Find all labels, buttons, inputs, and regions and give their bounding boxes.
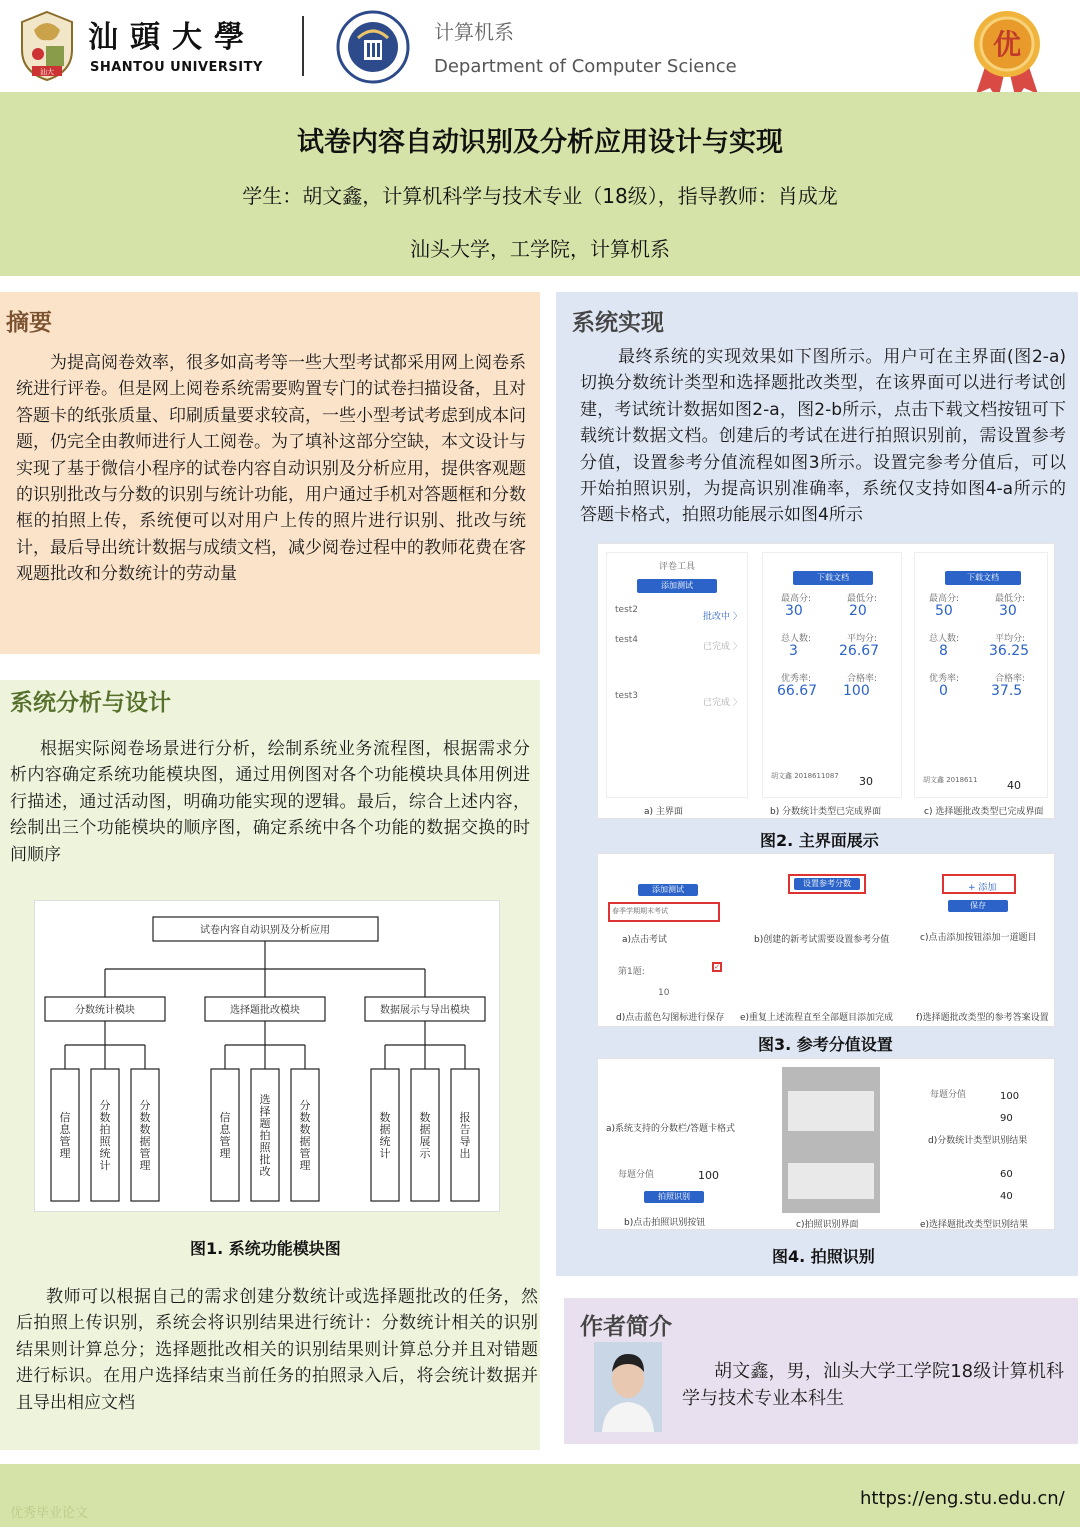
stat-value: 100 (843, 683, 870, 699)
diagram-leaf-label: 拍 (99, 1123, 111, 1136)
test-status: 已完成 〉 (703, 642, 742, 652)
fig3-screenshots (597, 853, 1055, 1027)
diagram-leaf-label: 择 (259, 1105, 271, 1118)
diagram-leaf-label: 管 (299, 1147, 311, 1160)
stat-value: 66.67 (777, 683, 818, 699)
fig2-screenshots (597, 543, 1055, 819)
diagram-leaf-label: 计 (99, 1159, 111, 1172)
stat-value: 26.67 (839, 643, 880, 659)
university-name-cn: 汕頭大學 (88, 20, 256, 55)
diagram-leaf-label: 展 (419, 1135, 431, 1148)
fig4d-value: 90 (1000, 1113, 1013, 1124)
diagram-root-label: 试卷内容自动识别及分析应用 (200, 925, 330, 936)
stat-value: 3 (789, 643, 798, 659)
fig3a-caption: a)点击考试 (622, 935, 668, 945)
fig4c-caption: c)拍照识别界面 (796, 1220, 859, 1230)
diagram-leaf-label: 据 (299, 1135, 311, 1148)
medal-text: 优 (992, 28, 1022, 61)
implementation-text: 最终系统的实现效果如下图所示。用户可在主界面(图2-a)切换分数统计类型和选择题批改类型，在该界面可以进行考试创建，考试统计数据如图2-a，图2-b所示，点击下载文档按钮可下载统计数据文档。创建后的考试在进行拍照识别前，需设置参考分值，设置参考分值流程如图3所示。设置完参考分值后，可以开始拍照识别，为提高识别准确率，系统仅支持如图4-a所示的答题卡格式，拍照功能展示如图4所示 (580, 347, 1066, 526)
diagram-leaf-label: 照 (259, 1141, 271, 1154)
diagram-leaf-label: 理 (219, 1147, 231, 1160)
diagram-leaf-label: 批 (259, 1153, 271, 1166)
diagram-module-label: 数据展示与导出模块 (380, 1005, 470, 1016)
analysis-heading: 系统分析与设计 (10, 690, 171, 716)
fig4-caption: 图4. 拍照识别 (772, 1247, 875, 1266)
diagram-leaf-label: 理 (139, 1159, 151, 1172)
diagram-leaf-label: 计 (379, 1147, 391, 1160)
fig2b-caption: b) 分数统计类型已完成界面 (770, 807, 882, 817)
function-module-diagram (34, 900, 500, 1212)
test-item[interactable]: test2 (615, 605, 639, 615)
stat-label: 总人数: (781, 634, 812, 644)
diagram-leaf-label: 数 (299, 1111, 311, 1124)
diagram-module-label: 分数统计模块 (75, 1005, 135, 1016)
diagram-leaf-label: 数 (139, 1123, 151, 1136)
set-reference-button[interactable]: 设置参考分数 (794, 878, 860, 890)
stat-label: 最高分: (781, 594, 812, 604)
author-heading: 作者简介 (580, 1314, 672, 1340)
diagram-leaf-label: 管 (59, 1135, 71, 1148)
diagram-leaf-label: 管 (219, 1135, 231, 1148)
diagram-leaf-label: 统 (99, 1147, 111, 1160)
diagram-leaf-label: 数 (419, 1111, 431, 1124)
diagram-leaf-label: 数 (379, 1111, 391, 1124)
total-label: 每题分值 (930, 1090, 967, 1100)
diagram-leaf-label: 理 (299, 1159, 311, 1172)
fig2c-phone (914, 552, 1048, 798)
diagram-leaf-label: 数 (139, 1111, 151, 1124)
diagram-leaf-label: 分 (99, 1099, 111, 1112)
fig4e-caption: e)选择题批改类型识别结果 (920, 1220, 1029, 1230)
student-row: 胡文鑫 2018611087 (771, 772, 839, 780)
diagram-leaf-label: 出 (459, 1147, 471, 1160)
camera-preview (782, 1067, 880, 1213)
diagram-leaf-label: 息 (59, 1123, 71, 1136)
poster-affiliation: 汕头大学，工学院，计算机系 (410, 237, 670, 261)
abstract-panel (0, 292, 540, 654)
diagram-module-label: 选择题批改模块 (230, 1005, 300, 1016)
diagram-leaf-label: 信 (59, 1111, 71, 1124)
watermark-text: 优秀毕业论文 (10, 1506, 89, 1521)
fig3c-caption: c)点击添加按钮添加一道题目 (920, 933, 1037, 943)
fig3e-caption: e)重复上述流程直至全部题目添加完成 (740, 1013, 894, 1023)
question-label: 第1题: (618, 967, 645, 977)
fig4d-caption: d)分数统计类型识别结果 (928, 1136, 1028, 1146)
stat-label: 合格率: (847, 674, 878, 684)
diagram-leaf-label: 管 (139, 1147, 151, 1160)
download-button[interactable]: 下载文档 (793, 571, 873, 585)
university-name-en: SHANTOU UNIVERSITY (90, 60, 263, 75)
diagram-leaf-label: 理 (59, 1147, 71, 1160)
poster-title: 试卷内容自动识别及分析应用设计与实现 (297, 127, 783, 158)
diagram-leaf-label: 示 (419, 1147, 431, 1160)
fig2a-caption: a) 主界面 (644, 807, 683, 817)
diagram-leaf-label: 告 (459, 1123, 471, 1136)
footer-url[interactable]: https://eng.stu.edu.cn/ (860, 1488, 1065, 1509)
author-text: 胡文鑫，男，汕头大学工学院18级计算机科学与技术专业本科生 (682, 1361, 1064, 1409)
student-score: 30 (859, 775, 873, 788)
total-label: 每题分值 (618, 1170, 655, 1180)
fig4a-caption: a)系统支持的分数栏/答题卡格式 (606, 1124, 736, 1134)
implementation-heading: 系统实现 (572, 310, 664, 336)
save-button[interactable]: 保存 (948, 900, 1008, 912)
diagram-leaf-label: 分 (139, 1099, 151, 1112)
diagram-leaf-label: 据 (379, 1123, 391, 1136)
department-name-cn: 计算机系 (434, 20, 514, 44)
test-item[interactable]: test4 (615, 635, 639, 645)
stat-value: 50 (935, 603, 953, 619)
stat-label: 平均分: (847, 634, 878, 644)
check-icon[interactable]: ✓ (712, 962, 722, 972)
fig2a-phone (606, 552, 748, 798)
author-photo (594, 1342, 662, 1432)
diagram-leaf-label: 数 (99, 1111, 111, 1124)
fig4d-value: 100 (1000, 1091, 1020, 1102)
department-seal (336, 10, 410, 84)
stat-label: 优秀率: (929, 674, 960, 684)
fig4b-caption: b)点击拍照识别按钮 (624, 1218, 706, 1228)
diagram-leaf-label: 改 (259, 1165, 271, 1178)
fig2b-phone (762, 552, 902, 798)
fig2c-caption: c) 选择题批改类型已完成界面 (924, 807, 1044, 817)
fig4e-value: 60 (1000, 1169, 1013, 1180)
add-test-button[interactable]: 添加测试 (637, 579, 717, 593)
medal-icon (968, 8, 1046, 100)
app-title: 评卷工具 (659, 562, 696, 572)
stat-value: 37.5 (991, 683, 1023, 699)
test-item[interactable]: test3 (615, 691, 639, 701)
stat-label: 最低分: (847, 594, 878, 604)
diagram-leaf-label: 数 (299, 1123, 311, 1136)
analysis-text-1: 根据实际阅卷场景进行分析，绘制系统业务流程图，根据需求分析内容确定系统功能模块图，通过用例图对各个功能模块具体用例进行描述，通过活动图，明确功能实现的逻辑。最后，综合上述内容，绘制出三个功能模块的顺序图，确定系统中各个功能的数据交换的时间顺序 (10, 739, 530, 865)
poster-header (0, 0, 1080, 92)
fig3f-caption: f)选择题批改类型的参考答案设置 (916, 1013, 1049, 1023)
photo-recognize-button[interactable]: 拍照识别 (644, 1191, 704, 1203)
exam-name[interactable]: 春季学期期末考试 (612, 907, 668, 915)
diagram-leaf-label: 息 (219, 1123, 231, 1136)
stat-label: 最低分: (995, 594, 1026, 604)
diagram-leaf-label: 报 (459, 1111, 471, 1124)
stat-value: 30 (999, 603, 1017, 619)
fig4-screenshots (597, 1058, 1055, 1230)
stat-label: 总人数: (929, 634, 960, 644)
stat-label: 优秀率: (781, 674, 812, 684)
stat-value: 0 (939, 683, 948, 699)
stat-label: 平均分: (995, 634, 1026, 644)
header-divider (302, 16, 304, 76)
fig1-caption: 图1. 系统功能模块图 (190, 1239, 341, 1258)
department-name-en: Department of Computer Science (434, 56, 737, 77)
test-status: 批改中 〉 (703, 612, 742, 622)
stat-value: 36.25 (989, 643, 1030, 659)
fig4b-value: 100 (698, 1169, 719, 1182)
fig3b-caption: b)创建的新考试需要设置参考分值 (754, 935, 890, 945)
diagram-svg (35, 901, 501, 1213)
diagram-leaf-label: 选 (259, 1093, 271, 1106)
diagram-leaf-label: 拍 (259, 1129, 271, 1142)
test-status: 已完成 〉 (703, 698, 742, 708)
university-logo (16, 10, 78, 82)
fig3-caption: 图3. 参考分值设置 (758, 1035, 893, 1054)
diagram-leaf-label: 据 (139, 1135, 151, 1148)
abstract-heading: 摘要 (6, 310, 52, 336)
student-score: 40 (1007, 779, 1021, 792)
stat-label: 合格率: (995, 674, 1026, 684)
diagram-leaf-label: 据 (419, 1123, 431, 1136)
question-score: 10 (658, 988, 670, 998)
poster-authors: 学生：胡文鑫，计算机科学与技术专业（18级），指导教师：肖成龙 (242, 184, 838, 208)
diagram-leaf-label: 照 (99, 1135, 111, 1148)
stat-value: 8 (939, 643, 948, 659)
add-question-button[interactable]: + 添加 (968, 883, 997, 893)
analysis-text-2: 教师可以根据自己的需求创建分数统计或选择题批改的任务，然后拍照上传识别，系统会将识别结果进行统计：分数统计相关的识别结果则计算总分；选择题批改相关的识别结果则计算总分并且对错题进行标识。在用户选择结束当前任务的拍照录入后，将会统计数据并且导出相应文档 (16, 1287, 538, 1413)
diagram-leaf-label: 题 (259, 1117, 271, 1130)
fig3d-caption: d)点击蓝色勾图标进行保存 (616, 1013, 725, 1023)
abstract-text: 为提高阅卷效率，很多如高考等一些大型考试都采用网上阅卷系统进行评卷。但是网上阅卷系统需要购置专门的试卷扫描设备，且对答题卡的纸张质量、印刷质量要求较高，一些小型考试考虑到成本问题，仍完全由教师进行人工阅卷。为了填补这部分空缺，本文设计与实现了基于微信小程序的试卷内容自动识别及分析应用，提供客观题的识别批改与分数的识别与统计功能，用户通过手机对答题框和分数框的拍照上传，系统便可以对用户上传的照片进行识别、批改与统计，最后导出统计数据与成绩文档，减少阅卷过程中的教师花费在客观题批改和分数统计的劳动量 (16, 353, 526, 585)
diagram-leaf-label: 统 (379, 1135, 391, 1148)
logo-text: 汕大 (40, 68, 54, 76)
fig4e-value: 40 (1000, 1191, 1013, 1202)
diagram-leaf-label: 信 (219, 1111, 231, 1124)
student-row: 胡文鑫 2018611 (923, 776, 978, 784)
fig2-caption: 图2. 主界面展示 (760, 831, 879, 850)
diagram-leaf-label: 导 (459, 1135, 471, 1148)
stat-value: 30 (785, 603, 803, 619)
stat-value: 20 (849, 603, 867, 619)
download-button[interactable]: 下载文档 (945, 571, 1021, 585)
stat-label: 最高分: (929, 594, 960, 604)
diagram-leaf-label: 分 (299, 1099, 311, 1112)
add-test-button[interactable]: 添加测试 (638, 884, 698, 896)
